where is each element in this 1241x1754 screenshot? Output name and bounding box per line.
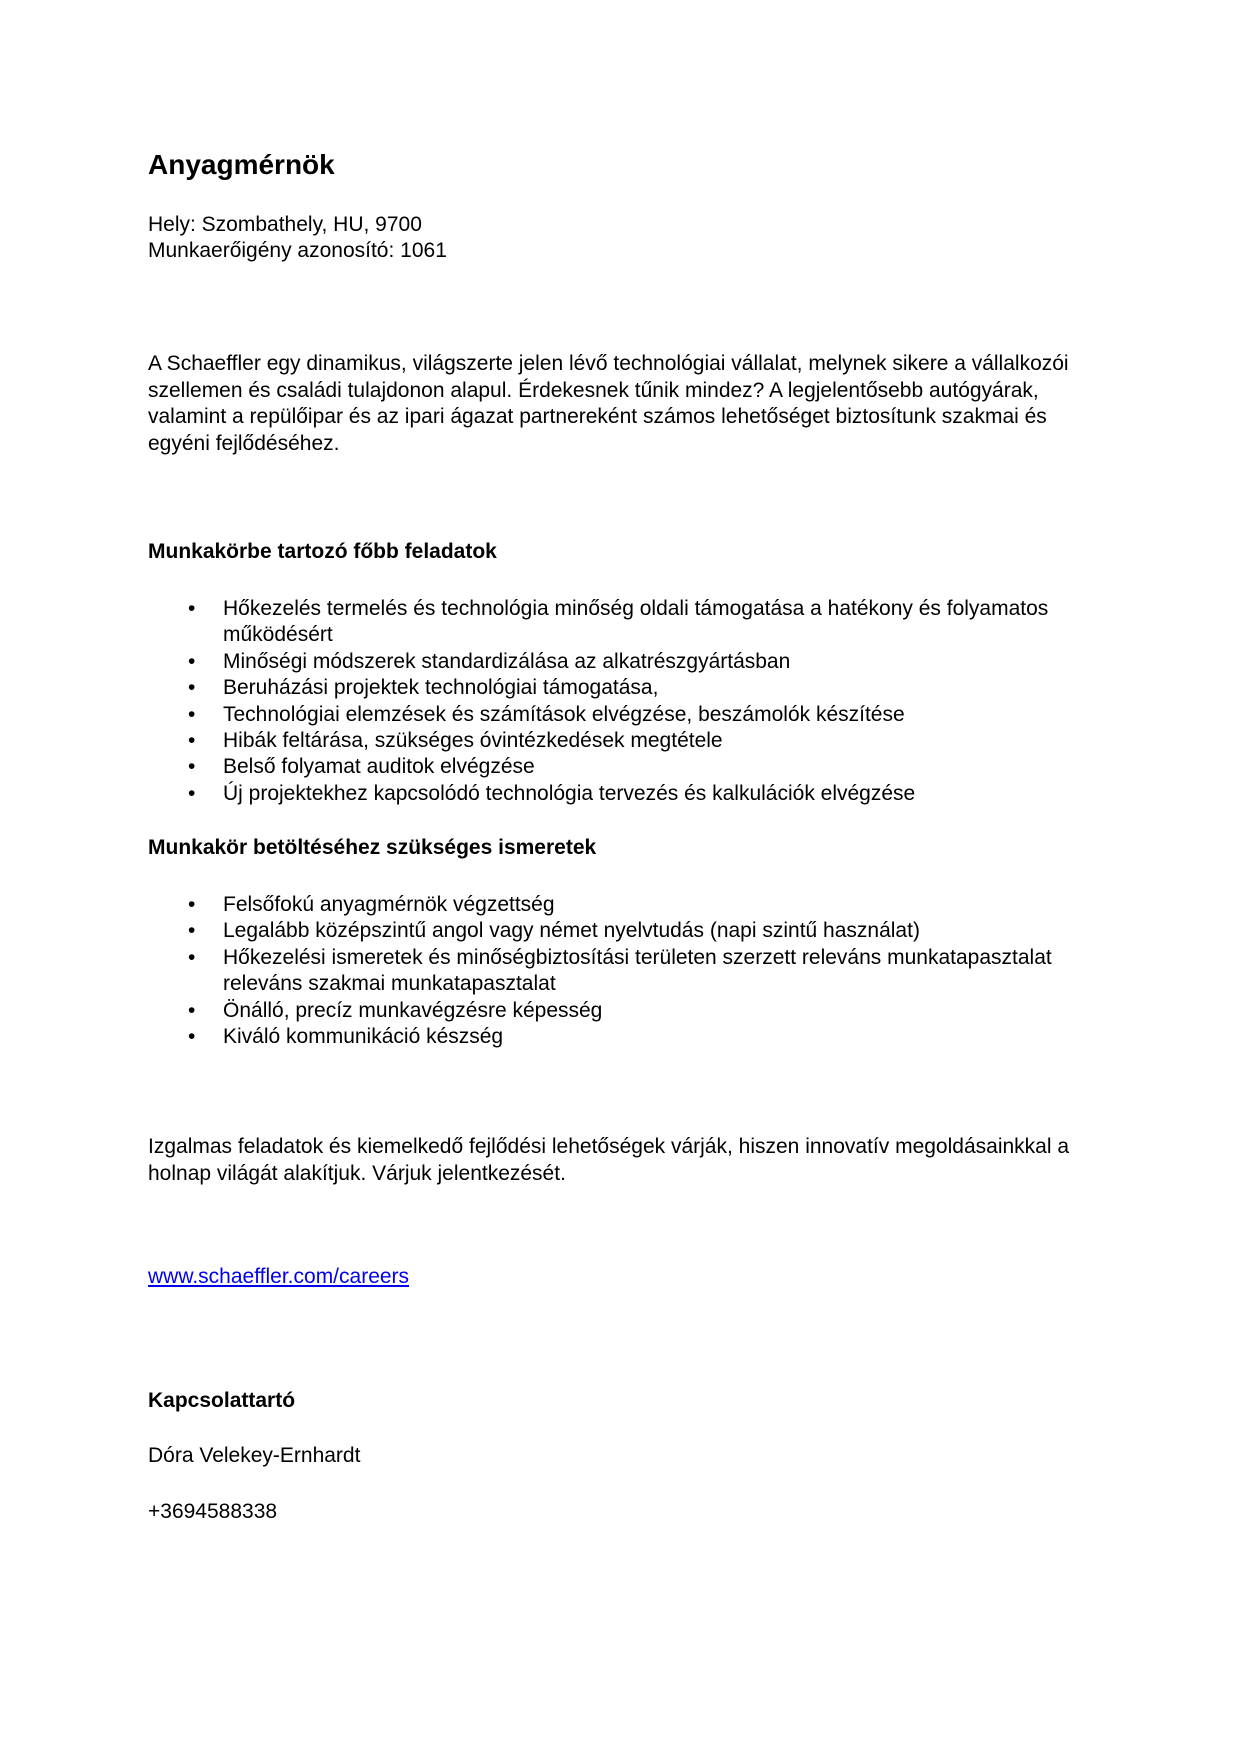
location-text: Hely: Szombathely, HU, 9700 (148, 213, 422, 236)
bullet-icon: • (188, 945, 196, 969)
tasks-list (148, 596, 1068, 807)
bullet-icon: • (188, 729, 196, 753)
closing-paragraph: Izgalmas feladatok és kiemelkedő fejlődési lehetőségek várják, hiszen innovatív megoldásainkkal a holnap világát alakítjuk. Várjuk jelentkezését. (148, 1135, 1070, 1185)
list-item (148, 675, 1068, 701)
bullet-icon: • (188, 702, 196, 726)
contact-phone: +3694588338 (148, 1500, 278, 1523)
intro-paragraph: A Schaeffler egy dinamikus, világszerte jelen lévő technológiai vállalat, melynek sikere a vállalkozói szellemen és családi tulajdonon alapul. Érdekesnek tűnik mindez? A legjelentősebb autógyárak, valamint a repülőipar és az ipari ágazat partnereként számos lehetőséget biztosítunk szakmai és egyéni fejlődéséhez. (148, 352, 1069, 455)
page-title: Anyagmérnök (148, 149, 335, 180)
list-item (148, 781, 1068, 807)
bullet-icon: • (188, 998, 196, 1022)
list-item-text: Technológiai elemzések és számítások elvégzése, beszámolók készítése (223, 702, 905, 726)
list-item-text: Minőségi módszerek standardizálása az alkatrészgyártásban (223, 649, 791, 673)
list-item (148, 945, 1068, 998)
list-item-text: Hőkezelés termelés és technológia minőség oldali támogatása a hatékony és folyamatos működésért (223, 597, 1049, 647)
list-item-text: Kiváló kommunikáció készség (223, 1025, 504, 1049)
list-item-text: Új projektekhez kapcsolódó technológia tervezés és kalkulációk elvégzése (223, 781, 916, 805)
list-item (148, 728, 1068, 754)
list-item (148, 892, 1068, 918)
bullet-icon: • (188, 597, 196, 620)
requirements-heading: Munkakör betöltéséhez szükséges ismeretek (148, 836, 597, 859)
requirements-list (148, 892, 1068, 1050)
list-item-text: Legalább középszintű angol vagy német nyelvtudás (napi szintű használat) (223, 919, 920, 943)
bullet-icon: • (188, 649, 196, 673)
list-item (148, 754, 1068, 780)
list-item-text: Hőkezelési ismeretek és minőségbiztosítási területen szerzett releváns munkatapasztalat releváns szakmai munkatapasztalat (223, 945, 1052, 996)
list-item (148, 998, 1068, 1024)
bullet-icon: • (188, 893, 196, 916)
tasks-heading: Munkakörbe tartozó főbb feladatok (148, 540, 497, 563)
list-item-text: Belső folyamat auditok elvégzése (223, 755, 535, 779)
bullet-icon: • (188, 1025, 196, 1049)
list-item-text: Felsőfokú anyagmérnök végzettség (223, 893, 555, 916)
list-item (148, 649, 1068, 675)
bullet-icon: • (188, 781, 196, 805)
list-item-text: Beruházási projektek technológiai támogatása, (223, 676, 659, 700)
bullet-icon: • (188, 755, 196, 779)
careers-link[interactable]: www.schaeffler.com/careers (148, 1265, 410, 1288)
list-item-text: Önálló, precíz munkavégzésre képesség (223, 998, 603, 1022)
list-item (148, 1024, 1068, 1050)
list-item (148, 918, 1068, 944)
bullet-icon: • (188, 919, 196, 943)
contact-heading: Kapcsolattartó (148, 1389, 296, 1412)
bullet-icon: • (188, 676, 196, 700)
job-meta (148, 212, 447, 264)
contact-name: Dóra Velekey-Ernhardt (148, 1444, 361, 1467)
list-item (148, 702, 1068, 728)
list-item (148, 596, 1068, 649)
requisition-id-text: Munkaerőigény azonosító: 1061 (148, 239, 447, 262)
list-item-text: Hibák feltárása, szükséges óvintézkedések megtétele (223, 729, 723, 753)
